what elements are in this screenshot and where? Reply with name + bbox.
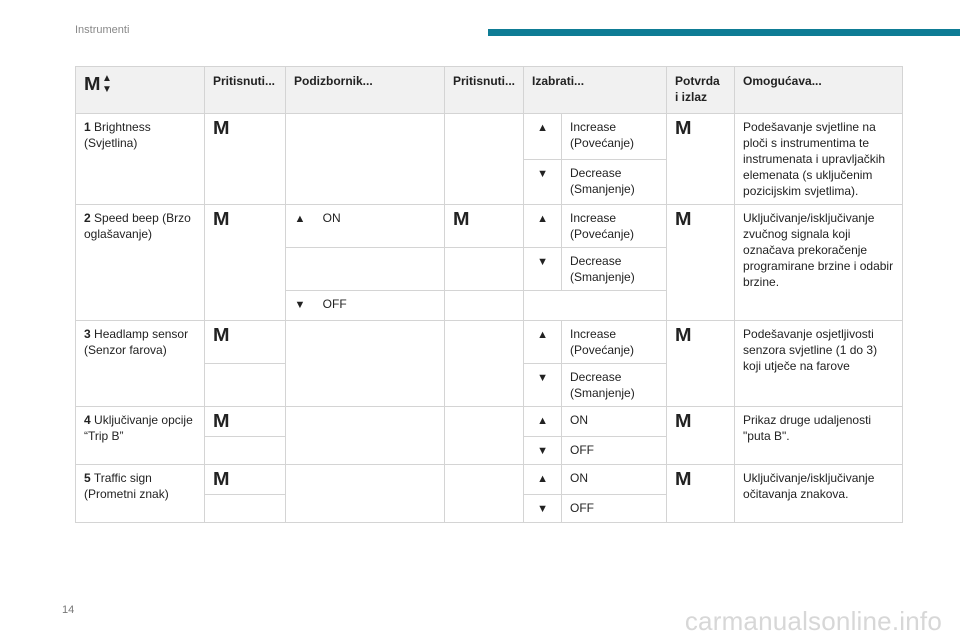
press-cell (205, 465, 286, 495)
m-key-icon: M (675, 118, 692, 138)
m-key-icon: M (453, 209, 470, 229)
arrow-down-icon: ▼ (537, 445, 548, 457)
settings-table (75, 66, 903, 523)
m-key-icon: M (675, 325, 692, 345)
m-key-icon: M (213, 209, 230, 229)
submenu-cell (286, 465, 445, 523)
confirm-cell (667, 205, 735, 321)
press-cell (205, 114, 286, 205)
m-key-icon: M (213, 118, 230, 138)
m-key-icon: M (675, 469, 692, 489)
menu-item-cell: 3 Headlamp sensor (Senzor farova) (76, 321, 205, 407)
section-accent-bar (488, 29, 960, 36)
press-cell (205, 205, 286, 321)
table-header-row (76, 67, 903, 114)
menu-item-cell: 1 Brightness (Svjetlina) (76, 114, 205, 205)
description-cell: Uključivanje/isključivanje očitavanja znakova. (735, 465, 903, 523)
option-cell: ON (562, 465, 667, 495)
m-key-icon: M (675, 411, 692, 431)
option-cell (524, 291, 667, 321)
press-cell (445, 291, 524, 321)
arrow-up-icon: ▲ (537, 122, 548, 134)
m-key-icon: M (213, 325, 230, 345)
arrow-cell (524, 364, 562, 407)
press-cell (445, 465, 524, 523)
arrow-cell (524, 407, 562, 437)
watermark: carmanualsonline.info (684, 606, 942, 636)
column-header: Izabrati... (524, 67, 667, 114)
confirm-cell (667, 465, 735, 523)
option-cell: Decrease (Smanjenje) (562, 248, 667, 291)
arrow-down-icon: ▼ (537, 503, 548, 515)
menu-item-cell: 5 Traffic sign (Prometni znak) (76, 465, 205, 523)
press-cell (205, 364, 286, 407)
m-key-icon: M (213, 411, 230, 431)
press-cell (445, 248, 524, 291)
table-row (76, 205, 903, 248)
arrow-down-icon: ▼ (537, 167, 548, 180)
submenu-cell (286, 248, 445, 291)
header-icon-cell (76, 67, 205, 114)
arrow-cell (524, 465, 562, 495)
arrow-up-icon: ▲ (537, 213, 548, 225)
arrow-cell (524, 114, 562, 160)
page-number: 14 (62, 604, 75, 616)
menu-item-cell: 2 Speed beep (Brzo oglašavanje) (76, 205, 205, 321)
arrow-down-icon: ▼ (537, 256, 548, 268)
table-row (76, 407, 903, 437)
description-cell: Prikaz druge udaljenosti "puta B". (735, 407, 903, 465)
submenu-cell (286, 321, 445, 407)
option-cell: Increase (Povećanje) (562, 321, 667, 364)
confirm-cell (667, 114, 735, 205)
arrow-up-icon: ▲ (537, 415, 548, 427)
m-key-icon: M (84, 74, 101, 94)
column-header: Pritisnuti... (445, 67, 524, 114)
menu-item-cell: 4 Uključivanje opcije “Trip B” (76, 407, 205, 465)
column-header: Potvrda i izlaz (667, 67, 735, 114)
arrow-cell (524, 495, 562, 523)
submenu-cell (286, 114, 445, 205)
press-cell (445, 205, 524, 248)
press-cell (205, 437, 286, 465)
option-cell: OFF (562, 495, 667, 523)
press-cell (445, 407, 524, 465)
press-cell (205, 495, 286, 523)
arrow-up-icon: ▲ (537, 473, 548, 485)
column-header: Podizbornik... (286, 67, 445, 114)
option-cell: Decrease (Smanjenje) (562, 364, 667, 407)
table-row (76, 114, 903, 160)
option-cell: Increase (Povećanje) (562, 205, 667, 248)
m-key-icon: M (213, 469, 230, 489)
confirm-cell (667, 321, 735, 407)
press-cell (205, 321, 286, 364)
column-header: Pritisnuti... (205, 67, 286, 114)
m-key-icon: M (675, 209, 692, 229)
arrow-cell (524, 205, 562, 248)
arrow-down-icon: ▼ (537, 372, 548, 384)
description-cell: Uključivanje/isključivanje zvučnog signala koji označava prekoračenje programirane brzine i odabir brzine. (735, 205, 903, 321)
submenu-cell (286, 407, 445, 465)
option-cell: Increase (Povećanje) (562, 114, 667, 160)
submenu-cell: ▲ ON (286, 205, 445, 248)
press-cell (205, 407, 286, 437)
section-title: Instrumenti (75, 24, 130, 36)
confirm-cell (667, 407, 735, 465)
table-row (76, 321, 903, 364)
arrow-down-icon: ▼ (294, 299, 306, 311)
arrow-up-icon: ▲ (102, 73, 112, 84)
option-cell: ON (562, 407, 667, 437)
arrow-up-icon: ▲ (537, 329, 548, 341)
description-cell: Podešavanje osjetljivosti senzora svjetline (1 do 3) koji utječe na farove (735, 321, 903, 407)
option-cell: Decrease (Smanjenje) (562, 159, 667, 205)
submenu-cell: ▼ OFF (286, 291, 445, 321)
arrow-cell (524, 437, 562, 465)
press-cell (445, 114, 524, 205)
column-header: Omogućava... (735, 67, 903, 114)
arrow-cell (524, 321, 562, 364)
arrow-cell (524, 159, 562, 205)
option-cell: OFF (562, 437, 667, 465)
arrow-up-icon: ▲ (294, 213, 306, 225)
arrow-cell (524, 248, 562, 291)
press-cell (445, 321, 524, 407)
description-cell: Podešavanje svjetline na ploči s instrumentima te instrumenata i upravljačkih elemenata (s uključenim pozicijskim svjetlima). (735, 114, 903, 205)
table-row (76, 465, 903, 495)
arrow-down-icon: ▼ (102, 84, 112, 95)
